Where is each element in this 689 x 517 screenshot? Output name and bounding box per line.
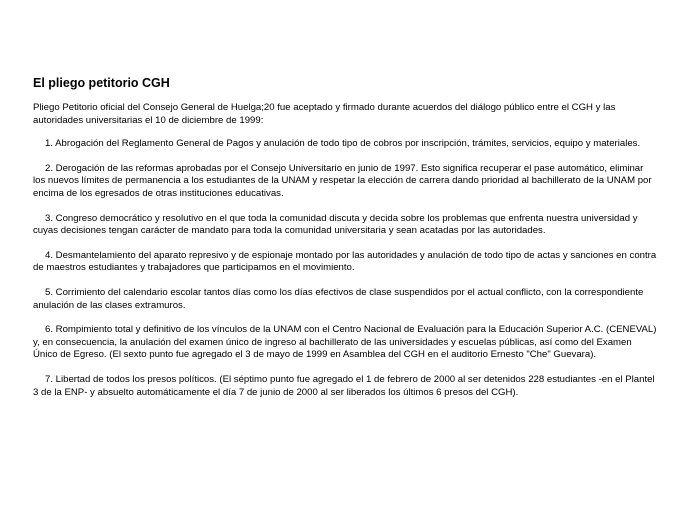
demand-item-2: 2. Derogación de las reformas aprobadas por el Consejo Universitario en junio de 1997. Esto significa recuperar el pase automático, eliminar los nuevos límites de permanencia a los estudiantes de la UNAM y respetar la elección de carrera dando prioridad al bachillerato de la UNAM por encima de los egresados de otras instituciones educativas. (33, 162, 652, 199)
demand-item-1: 1. Abrogación del Reglamento General de Pagos y anulación de todo tipo de cobros por inscripción, trámites, servicios, equipo y materiales. (45, 138, 641, 150)
demand-item-4: 4. Desmantelamiento del aparato represivo y de espionaje montado por las autoridades y anulación de todo tipo de actas y sanciones en contra de maestros estudiantes y trabajadores que participamos en el movimiento. (33, 249, 657, 274)
demand-item-6: 6. Rompimiento total y definitivo de los vínculos de la UNAM con el Centro Nacional de Evaluación para la Educación Superior A.C. (CENEVAL) y, en consecuencia, la anulación del examen único de ingreso al bachillerato de las universidades y escuelas públicas, así como del Examen Único de Egreso. (El sexto punto fue agregado el 3 de mayo de 1999 en Asamblea del CGH en el auditorio Ernesto "Che" Guevara). (33, 324, 657, 361)
demand-item-3: 3. Congreso democrático y resolutivo en el que toda la comunidad discuta y decida sobre los problemas que enfrenta nuestra universidad y cuyas decisiones tengan carácter de mandato para toda la comunidad universitaria y sean acatadas por las autoridades. (33, 212, 638, 237)
intro-paragraph: Pliego Petitorio oficial del Consejo General de Huelga;20 fue aceptado y firmado durante acuerdos del diálogo público entre el CGH y las autoridades universitarias el 10 de diciembre de 1999: (33, 102, 616, 126)
demand-item-5: 5. Corrimiento del calendario escolar tantos días como los días efectivos de clase suspendidos por el actual conflicto, con la correspondiente anulación de las clases extramuros. (33, 286, 644, 311)
demand-item-7: 7. Libertad de todos los presos políticos. (El séptimo punto fue agregado el 1 de febrero de 2000 al ser detenidos 228 estudiantes -en el Plantel 3 de la ENP- y absuelto automáticamente el día 7 de junio de 2000 al ser liberados los últimos 6 presos del CGH). (33, 373, 655, 398)
document-title: El pliego petitorio CGH (33, 76, 170, 90)
document-page (33, 76, 657, 411)
